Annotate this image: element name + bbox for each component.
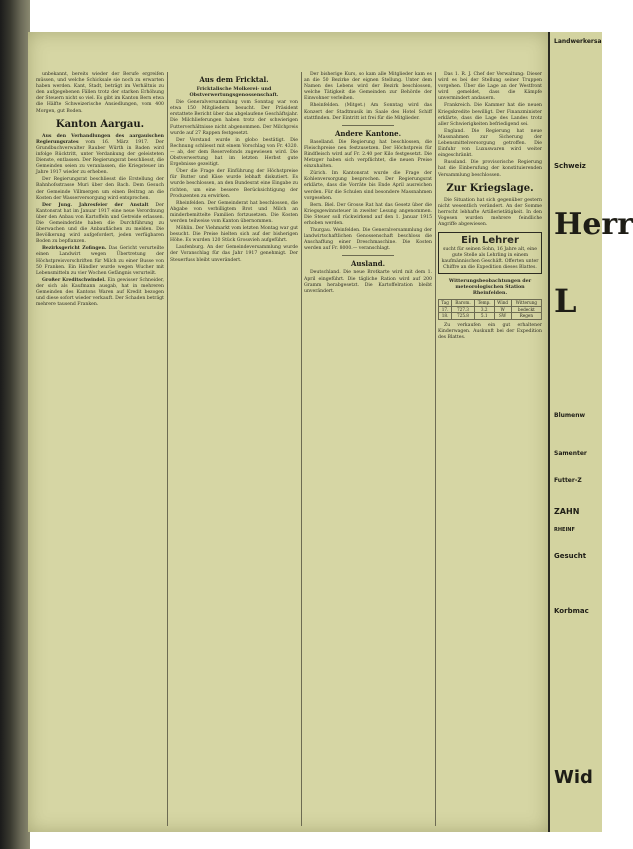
separator — [342, 255, 393, 256]
facing-page-big-letter: L — [554, 282, 577, 320]
article-paragraph: Der bisherige Kurs, so kam alle Mitglieder kam es an die 50 Bezirke der eignen Stellung. Unter dem Namen des Lebens wird der Bezirk beschlossen, welche Tätigkeit die Gemeinden zur Behörde der Einwohner verleihen. — [304, 72, 432, 102]
article-paragraph: Der Regierungsrat beschliesst die Erstellung der Bahnhofsstrasse Muri über den Bach. Dem Gesuch der Gemeinde Villmergen um einen Beitrag an die Kosten der Wasserversorgung wird entsprochen. — [36, 177, 164, 201]
book-binding-edge — [0, 0, 30, 849]
article-paragraph: Thurgau. Weinfelden. Die Generalversammlung der landwirtschaftlichen Genossenschaft beschloss die Anschaffung einer Dreschmaschine. Die Kosten werden auf Fr. 8000.— veranschlagt. — [304, 228, 432, 252]
article-paragraph: Laufenburg. An der Gemeindeversammlung wurde der Voranschlag für das Jahr 1917 genehmigt. Der Steuerfuss bleibt unverändert. — [170, 245, 298, 263]
section-heading-abroad: Ausland. — [350, 259, 386, 269]
article-paragraph: Möhlin. Der Viehmarkt vom letzten Montag war gut besucht. Die Preise hielten sich auf der bisherigen Höhe. Es wurden 120 Stück Grossvieh aufgeführt. — [170, 226, 298, 244]
facing-page-text: ZAHN — [554, 507, 580, 516]
facing-page-big-letters: Herr — [554, 207, 633, 242]
column-1 — [36, 72, 164, 826]
article-paragraph: Über die Frage der Einführung der Höchstpreise für Butter und Käse wurde lebhaft diskutiert. Es wurde beschlossen, an den Bundesrat eine Eingabe zu richten, um eine bessere Berücksichtigung der Produzenten zu erwirken. — [170, 169, 298, 199]
separator — [342, 125, 393, 126]
ad-text: sucht für seinen Sohn, 16 Jahre alt, eine gute Stelle als Lehrling in einem kaufmännischen Geschäft. Offerten unter Chiffre an die Expedition dieses Blattes. — [441, 247, 539, 271]
table-header-row: Tag Barom. Temp. Wind Witterung — [439, 300, 542, 307]
article-paragraph: Zürich. Im Kantonsrat wurde die Frage der Kohlenversorgung besprochen. Der Regierungsrat erklärte, dass die Vorräte bis Ende April ausreichen werden. Für die Schulen sind besondere Massnahmen vorgesehen. — [304, 171, 432, 201]
ad-title: Ein Lehrer — [461, 235, 519, 247]
facing-page-text: Samenter — [554, 450, 587, 457]
section-heading-fricktal: Aus dem Fricktal. — [199, 75, 269, 84]
article-paragraph: Zu verkaufen ein gut erhaltener Kinderwagen. Auskunft bei der Expedition des Blattes. — [438, 322, 542, 341]
intro-text: unbekannt, bereits wieder der Berufe ergreifen müssen, und welche Schicksale sie noch zu erwarten haben werden. Kant, Stadt, beträgt im Verhältnis zu den aufgegebenen Fällen trotz der starken Erhöhung der Steuern nicht so viel. Es gibt im Kanton Bern etwa die Hälfte Schweizerische Ansiedlungen, vom 400 Morgen, gut Boden. — [36, 72, 164, 114]
table-row: 17. 727.3 3.2 W bedeckt — [439, 306, 542, 313]
column-rule — [301, 72, 302, 826]
article-paragraph: Bern. Biel. Der Grosse Rat hat das Gesetz über die Kriegsgewinnsteuer in zweiter Lesung angenommen. Die Steuer soll rückwirkend auf den 1. Januar 1915 erhoben werden. — [304, 202, 432, 226]
facing-page — [548, 32, 633, 832]
article-paragraph: Baselland. Die Regierung hat beschlossen, die Fleischpreise neu festzusetzen. Der Höchstpreis für Rindfleisch wird auf Fr. 2.40 per Kilo festgesetzt. Die Metzger haben sich verpflichtet, die neuen Preise einzuhalten. — [304, 139, 432, 170]
section-heading-other-cantons: Andere Kantone. — [334, 128, 402, 138]
column-2 — [170, 72, 298, 826]
facing-page-header: Landwerkersa — [554, 38, 602, 45]
column-3 — [304, 72, 432, 826]
article-paragraph: Das 1. R. J. Chef der Verwaltung: Dieser wird es bei der Stellung seiner Truppen vorgehen. Über die Lage an der Westfront wird gemeldet, dass die Kämpfe unvermindert andauern. — [438, 72, 542, 102]
facing-page-text: RHEINF — [554, 527, 575, 533]
column-rule — [435, 72, 436, 826]
column-4 — [438, 72, 542, 826]
section-heading-aargau: Kanton Aargau. — [55, 118, 145, 130]
facing-page-big-text: Wid — [554, 767, 593, 788]
facing-page-text: Blumenw — [554, 412, 586, 419]
weather-table — [438, 299, 542, 320]
article-paragraph: Aus den Verhandlungen des aargauischen Regierungsrates vom 16. März 1917. Der Grundbuchverwalter Rauber Würth in Baden wird infolge Rücktritt, unter Verdankung der geleisteten Dienste, entlassen. Der Regierungsrat beschliesst, die Gemeinden seien zu veranlassen, die Kriegsteuer im Jahre 1917 wieder zu erheben. — [36, 133, 165, 176]
article-paragraph: Frankreich. Die Kammer hat die neuen Kriegskredite bewilligt. Der Finanzminister erklärte, dass die Lage des Landes trotz aller Schwierigkeiten befriedigend sei. — [438, 103, 542, 127]
article-paragraph: England. Die Regierung hat neue Massnahmen zur Sicherung der Lebensmittelversorgung getroffen. Die Einfuhr von Luxuswaren wird weiter eingeschränkt. — [438, 128, 542, 159]
article-paragraph: Die Situation hat sich gegenüber gestern nicht wesentlich verändert. An der Somme herrscht lebhafte Artillerietätigkeit. In den Vogesen wurden mehrere feindliche Angriffe abgewiesen. — [438, 197, 542, 227]
article-paragraph: Rheinfelden. Der Gemeinderat hat beschlossen, die Abgabe von verbilligtem Brot und Milch an minderbemittelte Familien fortzusetzen. Die Kosten werden teilweise vom Kanton übernommen. — [170, 200, 298, 224]
article-subheading: Fricktalische Molkerei- und Obstverwertungsgenossenschaft. — [189, 86, 279, 99]
facing-page-text: Schweiz — [554, 162, 586, 170]
article-paragraph: Der Vorstand wurde in globo bestätigt. Die Rechnung schliesst mit einem Vorschlag von Fr. 4320.— ab, der dem Reservefonds zugewiesen wird. Die Obstverwertung hat im letzten Herbst gute Ergebnisse gezeitigt. — [170, 137, 298, 168]
facing-page-text: Korbmac — [554, 607, 589, 615]
article-paragraph: Großer Kreditschwindel. Ein gewisser Schneider, der sich als Kaufmann ausgab, hat in mehreren Gemeinden des Kantons Waren auf Kredit bezogen und diese sofort wieder verkauft. Der Schaden beträgt mehrere tausend Franken. — [36, 277, 164, 308]
article-paragraph: Deutschland. Die neue Brotkarte wird mit dem 1. April eingeführt. Die tägliche Ration wird auf 200 Gramm herabgesetzt. Die Kartoffelration bleibt unverändert. — [304, 270, 432, 294]
facing-page-text: Futter-Z — [554, 477, 582, 484]
article-paragraph: Bezirksgericht Zofingen. Das Gericht verurteilte einen Landwirt wegen Übertretung der Höchstpreisvorschriften für Milch zu einer Busse von 50 Franken. Ein Händler wurde wegen Wucher mit Lebensmitteln zu vier Wochen Gefängnis verurteilt. — [36, 246, 164, 276]
article-paragraph: Die Generalversammlung vom Sonntag war von etwa 150 Mitgliedern besucht. Der Präsident erstattete Bericht über das abgelaufene Geschäftsjahr. Die Milchlieferungen haben trotz der schwierigen Futterverhältnisse nicht abgenommen. Der Milchpreis wurde auf 27 Rappen festgesetzt. — [170, 100, 298, 136]
article-paragraph: Rheinfelden. (Mitget.) Am Sonntag wird das Konzert der Stadtmusik im Saale des Hotel Schiff stattfinden. Der Eintritt ist frei für die Mitglieder. — [304, 103, 432, 121]
facing-page-text: Gesucht — [554, 552, 587, 560]
article-paragraph: Der Jung. Jahresfeier der Anstalt Der Kantonsrat hat im Januar 1917 eine neue Verordnung über den Anbau von Kartoffeln und Getreide erlassen. Die Gemeinderäte haben die Durchführung zu überwachen und die Anbauflächen zu melden. Die Bevölkerung wird aufgefordert, jeden verfügbaren Boden zu bepflanzen. — [36, 202, 164, 245]
weather-table-caption: Witterungsbeobachtungen der meteorologischen Station Rheinfelden. — [448, 278, 532, 297]
table-row: 18. 725.8 5.1 SW Regen — [439, 313, 542, 320]
classified-ad — [438, 232, 542, 274]
section-heading-war-situation: Zur Kriegslage. — [446, 182, 534, 194]
column-rule — [167, 72, 168, 826]
newspaper-page — [28, 32, 548, 832]
article-paragraph: Russland. Die provisorische Regierung hat die Einberufung der konstituierenden Versammlung beschlossen. — [438, 160, 542, 178]
